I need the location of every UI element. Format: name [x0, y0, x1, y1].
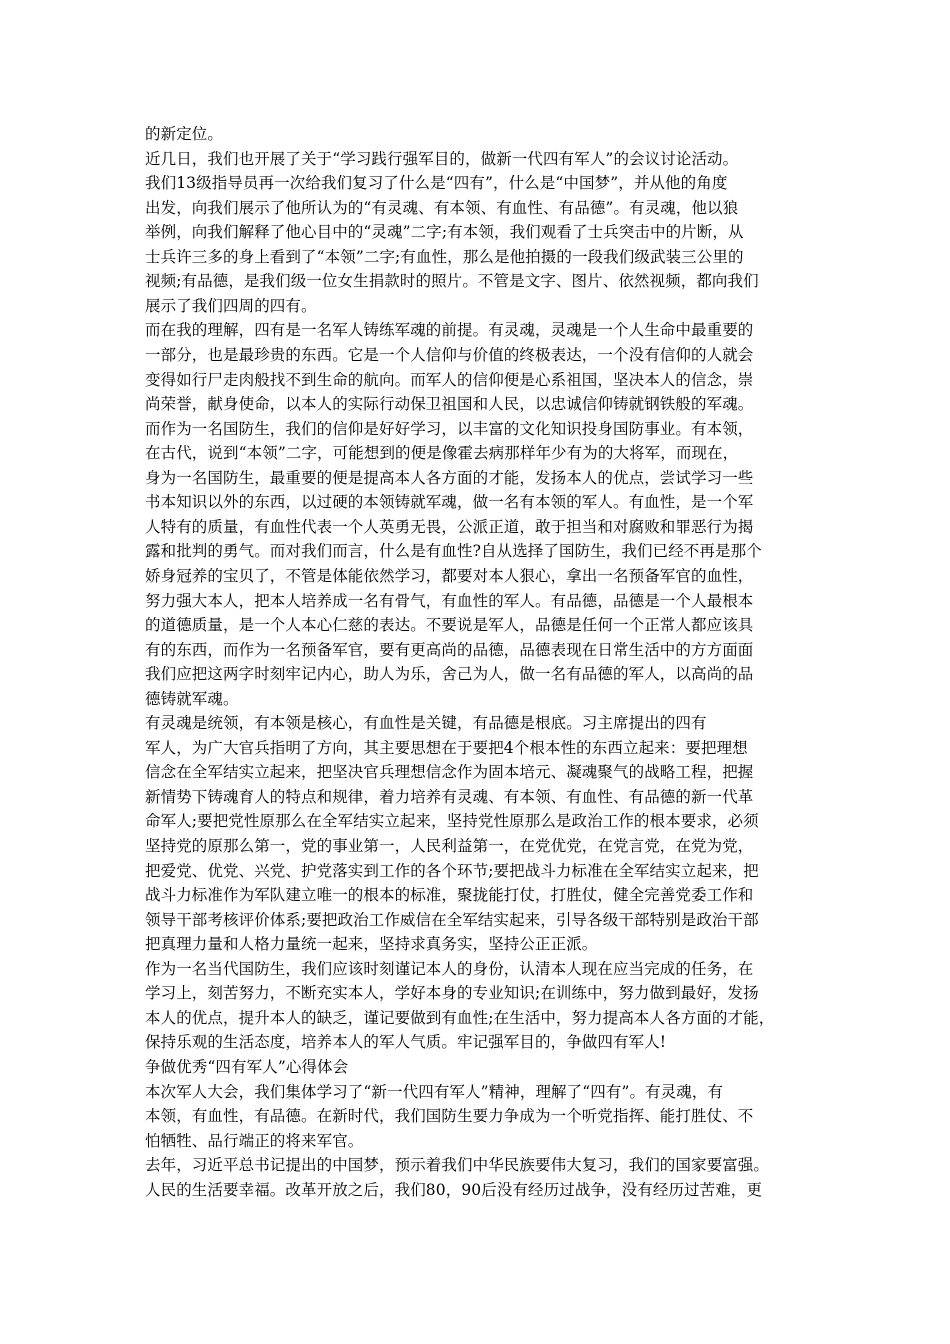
- text-line: 命军人;要把党性原那么在全军结实立起来，坚持党性原那么是政治工作的根本要求，必须: [145, 812, 759, 831]
- text-line: 争做优秀“四有军人”心得体会: [145, 1057, 349, 1076]
- text-line: 展示了我们四周的四有。: [145, 296, 317, 315]
- text-line: 军人，为广大官兵指明了方向，其主要思想在于要把4个根本性的东西立起来：要把理想: [145, 738, 748, 757]
- text-line: 近几日，我们也开展了关于“学习践行强军目的，做新一代四有军人”的会议讨论活动。: [145, 149, 739, 168]
- text-line: 把爱党、优党、兴党、护党落实到工作的各个环节;要把战斗力标准在全军结实立起来，把: [145, 861, 759, 880]
- text-line: 士兵许三多的身上看到了“本领”二字;有血性，那么是他拍摄的一段我们级武装三公里的: [145, 247, 744, 266]
- text-line: 露和批判的勇气。而对我们而言，什么是有血性?自从选择了国防生，我们已经不再是那个: [145, 542, 762, 561]
- text-line: 把真理力量和人格力量统一起来，坚持求真务实，坚持公正正派。: [145, 935, 598, 954]
- text-line: 本人的优点，提升本人的缺乏，谨记要做到有血性;在生活中，努力提高本人各方面的才能，: [145, 1008, 775, 1027]
- text-line: 的道德质量，是一个人本心仁慈的表达。不要说是军人，品德是任何一个正常人都应该具: [145, 616, 754, 634]
- text-line: 保持乐观的生活态度，培养本人的军人气质。牢记强军目的，争做四有军人!: [145, 1033, 667, 1052]
- text-line: 人民的生活要幸福。改革开放之后，我们80，90后没有经历过战争，没有经历过苦难，更: [145, 1180, 763, 1199]
- text-line: 身为一名国防生，最重要的便是提高本人各方面的才能，发扬本人的优点，尝试学习一些: [145, 468, 754, 487]
- text-line: 有的东西，而作为一名预备军官，要有更高尚的品德，品德表现在日常生活中的方方面面: [145, 640, 754, 659]
- text-line: 去年，习近平总书记提出的中国梦，预示着我们中华民族要伟大复习，我们的国家要富强。: [145, 1156, 770, 1175]
- text-line: 有灵魂是统领，有本领是核心，有血性是关键，有品德是根底。习主席提出的四有: [145, 714, 707, 733]
- text-line: 坚持党的原那么第一，党的事业第一，人民利益第一，在党优党，在党言党，在党为党，: [145, 837, 754, 855]
- text-line: 视频;有品德，是我们级一位女生捐款时的照片。不管是文字、图片、依然视频，都向我们: [145, 272, 759, 291]
- text-line: 怕牺牲、品行端正的将来军官。: [145, 1131, 364, 1150]
- text-line: 努力强大本人，把本人培养成一名有骨气，有血性的军人。有品德，品德是一个人最根本: [145, 591, 754, 610]
- text-line: 举例，向我们解释了他心目中的“灵魂”二字;有本领，我们观看了士兵突击中的片断，从: [145, 223, 744, 242]
- text-line: 而作为一名国防生，我们的信仰是好好学习，以丰富的文化知识投身国防事业。有本领，: [145, 419, 754, 438]
- text-line: 领导干部考核评价体系;要把政治工作威信在全军结实起来，引导各级干部特别是政治干部: [145, 910, 759, 929]
- text-line: 书本知识以外的东西，以过硬的本领铸就军魂，做一名有本领的军人。有血性，是一个军: [145, 493, 754, 512]
- text-line: 在古代，说到“本领”二字，可能想到的便是像霍去病那样年少有为的大将军，而现在，: [145, 444, 739, 463]
- text-line: 出发，向我们展示了他所认为的“有灵魂、有本领、有血性、有品德”。有灵魂，他以狼: [145, 198, 739, 217]
- text-line: 一部分，也是最珍贵的东西。它是一个人信仰与价值的终极表达，一个没有信仰的人就会: [145, 346, 754, 364]
- text-line: 尚荣誉，献身使命，以本人的实际行动保卫祖国和人民，以忠诚信仰铸就钢铁般的军魂。: [145, 395, 754, 414]
- text-line: 人特有的质量，有血性代表一个人英勇无畏，公派正道，敢于担当和对腐败和罪恶行为揭: [145, 517, 754, 536]
- text-line: 我们13级指导员再一次给我们复习了什么是“四有”，什么是“中国梦”，并从他的角度: [145, 174, 728, 193]
- text-line: 本次军人大会，我们集体学习了“新一代四有军人”精神，理解了“四有”。有灵魂，有: [145, 1082, 724, 1101]
- text-line: 信念在全军结实立起来，把坚决官兵理想信念作为固本培元、凝魂聚气的战略工程，把握: [145, 763, 754, 782]
- text-line: 我们应把这两字时刻牢记内心，助人为乐，舍己为人，做一名有品德的军人，以高尚的品: [145, 665, 754, 684]
- text-line: 战斗力标准作为军队建立唯一的根本的标准，聚拢能打仗，打胜仗，健全完善党委工作和: [145, 886, 754, 905]
- text-line: 而在我的理解，四有是一名军人铸练军魂的前提。有灵魂，灵魂是一个人生命中最重要的: [145, 321, 754, 340]
- text-line: 德铸就军魂。: [145, 689, 239, 708]
- text-line: 变得如行尸走肉般找不到生命的航向。而军人的信仰便是心系祖国，坚决本人的信念，崇: [145, 370, 754, 389]
- text-line: 本领，有血性，有品德。在新时代，我们国防生要力争成为一个听党指挥、能打胜仗、不: [145, 1107, 754, 1125]
- text-line: 作为一名当代国防生，我们应该时刻谨记本人的身份，认清本人现在应当完成的任务，在: [145, 959, 754, 978]
- text-line: 学习上，刻苦努力，不断充实本人，学好本身的专业知识;在训练中，努力做到最好，发扬: [145, 984, 759, 1003]
- text-line: 娇身冠养的宝贝了，不管是体能依然学习，都要对本人狠心，拿出一名预备军官的血性，: [145, 566, 754, 585]
- text-line: 新情势下铸魂育人的特点和规律，着力培养有灵魂、有本领、有血性、有品德的新一代革: [145, 787, 754, 806]
- text-line: 的新定位。: [145, 125, 224, 143]
